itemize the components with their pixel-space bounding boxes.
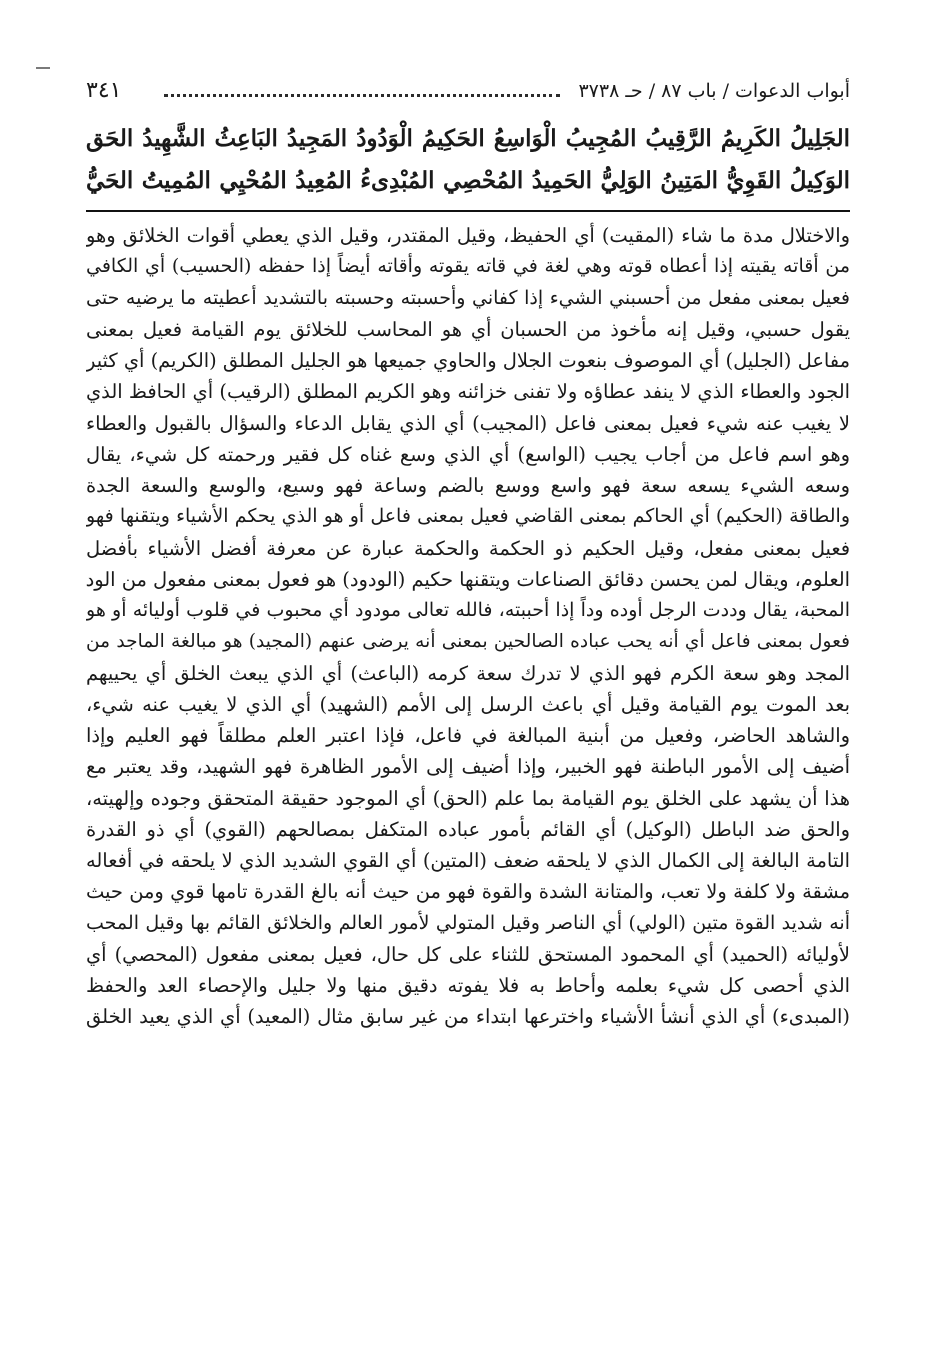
text-line: أضيف إلى الأمور الباطنة فهو الخبير، وإذا أضيف إلى الأمور الظاهرة فهو الشهيد، وقد يعتبر مع <box>86 755 850 779</box>
names-line: الجَلِيلُ الكَرِيمُ الرَّقِيبُ المُجِيبُ الْوَاسِعُ الحَكِيمُ الْوَدُودُ المَجِيدُ البَاعِثُ الشَّهِيدُ الحَق <box>86 125 850 152</box>
running-head-title: أبواب الدعوات / باب ٨٧ / حـ ٣٧٣٨ <box>572 70 850 112</box>
text-line: مشقة ولا كلفة ولا تعب، والمتانة الشدة والقوة فهو من حيث أنه بالغ القدرة تامها قوي ومن حيث <box>86 880 850 904</box>
text-line: وهو اسم فاعل من أجاب يجيب (الواسع) أي الذي وسع غناه كل فقير ورحمته كل شيء، يقال <box>86 442 850 466</box>
text-line: فعول بمعنى فاعل أي أنه يحب عباده الصالحين بمعنى أنه يرضى عنهم (المجيد) هو مبالغة الماجد من <box>86 631 850 653</box>
text-line: (المبدىء) أي الذي أنشأ الأشياء واخترعها ابتداء من غير سابق مثال (المعيد) أي الذي يعيد الخلق <box>86 1005 850 1029</box>
text-line: الذي أحصى كل شيء بعلمه وأحاط به فلا يفوته دقيق منها ولا جليل والإحصاء العد والحفظ <box>86 974 850 997</box>
text-line: بعد الموت يوم القيامة وقيل أي باعث الرسل إلى الأمم (الشهيد) أي الذي لا يغيب عنه شيء، <box>86 692 850 716</box>
text-line: العلوم، ويقال لمن يحسن دقائق الصناعات ويتقنها حكيم (الودود) هو فعول بمعنى مفعول من الود <box>86 567 850 591</box>
text-line: فعيل بمعنى مفعل، وقيل الحكيم ذو الحكمة والحكمة عبارة عن معرفة أفضل الأشياء بأفضل <box>86 536 850 560</box>
text-line: المحبة، يقال وددت الرجل أوده وداً إذا أحببته، فالله تعالى مودود أي محبوب في قلوب أوليائه أو هو <box>86 599 850 621</box>
text-line: المجد وهو سعة الكرم فهو الذي لا تدرك سعة كرمه (الباعث) أي الذي يبعث الخلق أي يحييهم <box>86 661 850 685</box>
text-line: لا يغيب عنه شيء فعيل بمعنى فاعل (المجيب) أي الذي يقابل الدعاء والسؤال بالقبول والعطاء <box>86 411 850 435</box>
text-line: الجود والعطاء الذي لا ينفد عطاؤه ولا تفنى خزائنه وهو الكريم المطلق (الرقيب) أي الحافظ الذي <box>86 380 850 404</box>
text-line: يقول حسبي، وقيل إنه مأخوذ من الحسبان أي هو المحاسب للخلائق يوم القيامة فعيل بمعنى <box>86 317 850 341</box>
text-line: وسعه الشيء يسعه سعة فهو واسع ووسع بالضم وساعة فهو وسيع، والوسع والسعة الجدة <box>86 474 850 497</box>
text-line: من أقاته يقيته إذا أعطاه قوته وهي لغة في قاته يقوته وأقاته أيضاً إذا حفظه (الحسيب) أي الكافي <box>86 255 850 278</box>
names-line: الوَكِيلُ القَوِيُّ المَتِينُ الوَلِيُّ الحَمِيدُ المُحْصِي المُبْدِىءُ المُعِيدُ المُحْيِي المُمِيتُ الحَيُّ <box>86 167 850 194</box>
text-line: فعيل بمعنى مفعل من أحسبني الشيء إذا كفاني وأحسبته وحسبته بالتشديد أعطيته ما يرضيه حتى <box>86 286 850 309</box>
commentary-text <box>86 220 850 1033</box>
text-line: لأوليائه (الحميد) أي المحمود المستحق للثناء على كل حال، فعيل بمعنى مفعول (المحصي) أي <box>86 942 850 966</box>
text-line: والحق ضد الباطل (الوكيل) أي القائم بأمور عباده المتكفل بمصالحهم (القوي) أي ذو القدرة <box>86 817 850 841</box>
text-line: والشاهد الحاضر، وفعيل من أبنية المبالغة في فاعل، فإذا اعتبر العلم مطلقاً فهو العليم وإذا <box>86 724 850 747</box>
text-line: أنه شديد القوة متين (الولي) أي الناصر وقيل المتولي لأمور العالم والخلائق القائم بها وقيل المحب <box>86 911 850 934</box>
margin-mark <box>36 67 50 69</box>
text-line: هذا أن يشهد على الخلق يوم القيامة بما علم (الحق) أي الموجود حقيقة المتحقق وجوده وإلهيته، <box>86 786 850 810</box>
text-line: والاختلال مدة ما شاء (المقيت) أي الحفيظ، وقيل المقتدر، وقيل الذي يعطي أقوات الخلائق وهو <box>86 224 850 247</box>
running-head-dot-leader <box>164 84 560 97</box>
text-line: والطاقة (الحكيم) أي الحاكم بمعنى القاضي فعيل بمعنى فاعل أو هو الذي يحكم الأشياء ويتقنها فهو <box>86 505 850 528</box>
divine-names-header <box>86 118 850 212</box>
text-line: التامة البالغة إلى الكمال الذي لا يلحقه ضعف (المتين) أي القوي الشديد الذي لا يلحقه في أفعاله <box>86 849 850 872</box>
book-page <box>86 70 850 1330</box>
page-number: ٣٤١ <box>86 70 127 112</box>
text-line: مفاعل (الجليل) أي الموصوف بنعوت الجلال والحاوي جميعها هو الجليل المطلق (الكريم) أي كثير <box>86 349 850 372</box>
running-head <box>86 70 850 112</box>
